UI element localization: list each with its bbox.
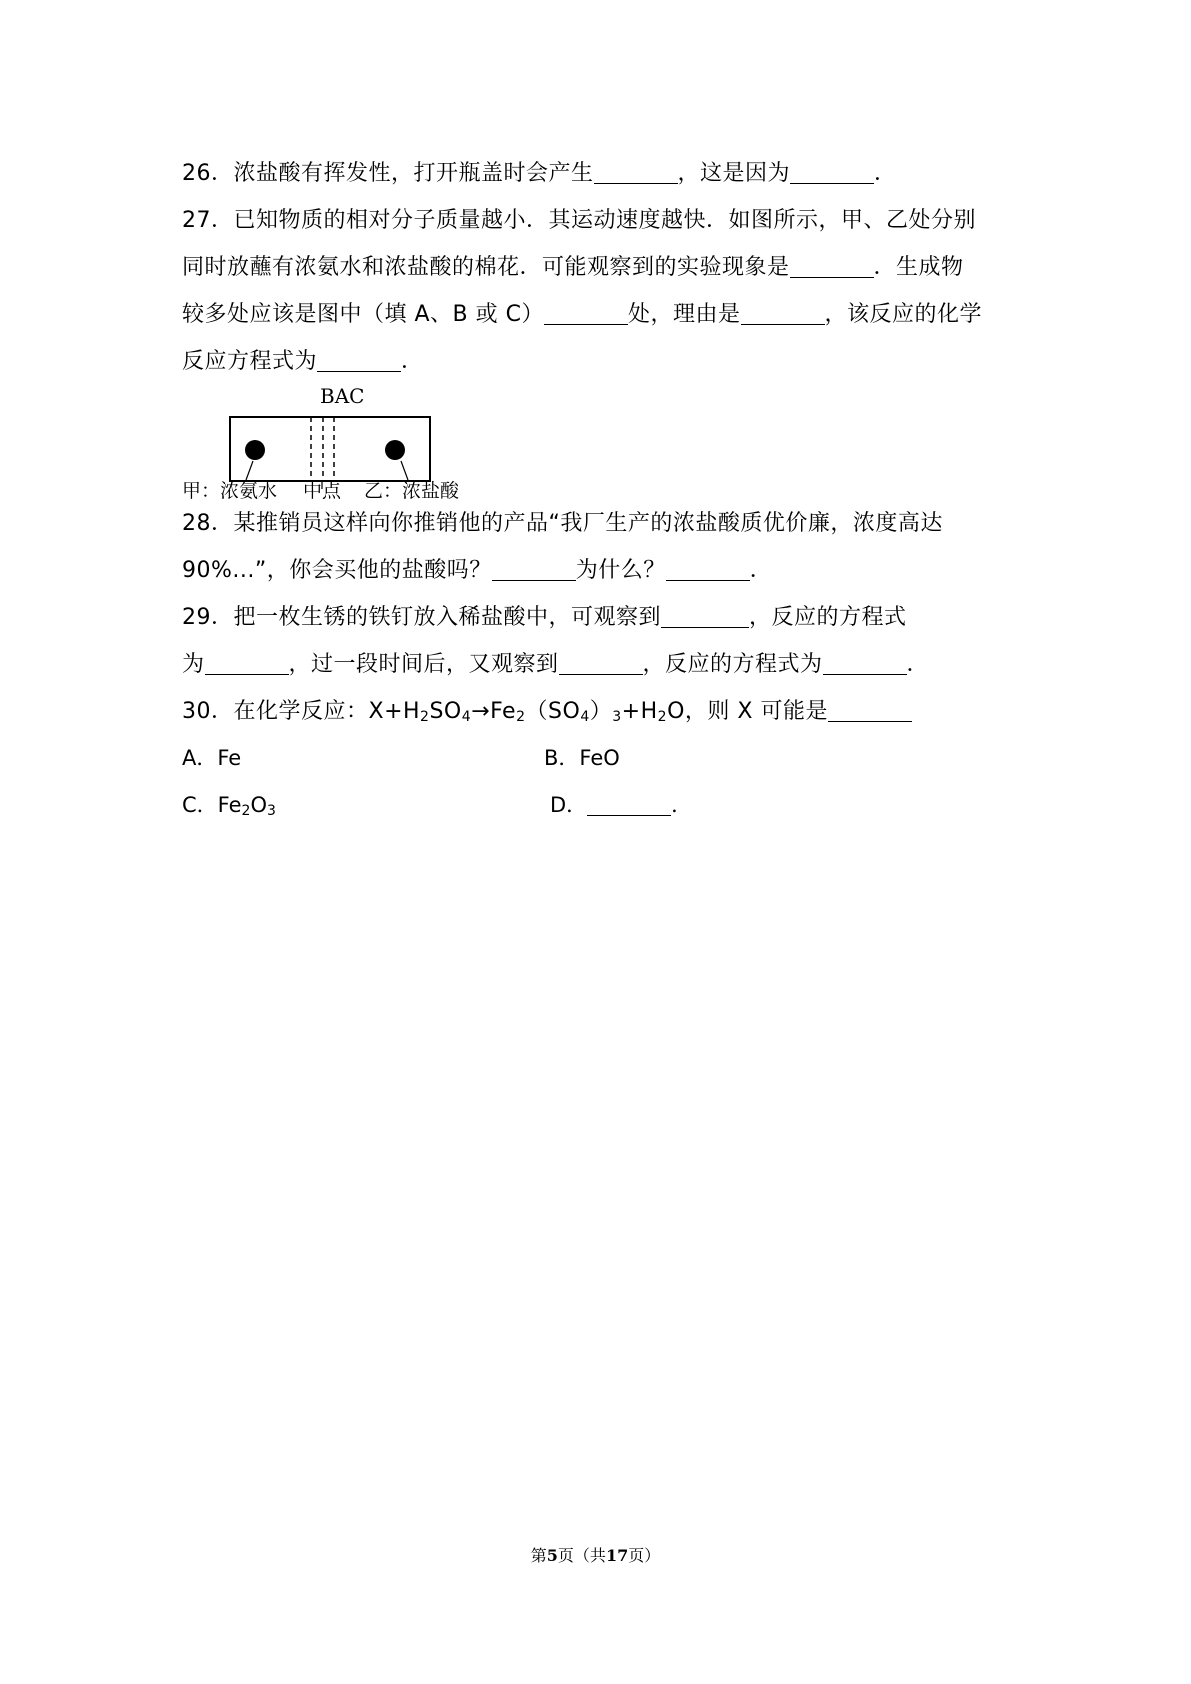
q27-text: ．生成物 [873,255,964,280]
page-total: 17 [605,1546,629,1565]
question-28-line-2 [182,547,1012,594]
q27-text: 同时放蘸有浓氨水和浓盐酸的棉花．可能观察到的实验现象是 [182,255,790,280]
answer-options [182,735,1012,835]
question-27-line-4 [182,338,1012,385]
q29-text: 29．把一枚生锈的铁钉放入稀盐酸中，可观察到 [182,605,661,630]
pointer-line-left [246,461,253,480]
q28-text: 90%...”，你会买他的盐酸吗？ [182,558,492,583]
footer-text: 页（共 [557,1546,606,1565]
answer-blank[interactable] [587,789,671,816]
q30-text: SO [429,699,462,724]
q30-text: 30．在化学反应：X+H [182,699,421,724]
answer-blank[interactable] [661,601,749,628]
answer-blank[interactable] [317,345,401,372]
q27-text: ． [401,349,424,374]
answer-blank[interactable] [790,157,874,184]
subscript: 2 [516,709,526,725]
q27-text: 27．已知物质的相对分子质量越小．其运动速度越快．如图所示，甲、乙处分别 [182,208,976,233]
answer-blank[interactable] [205,648,289,675]
document-page [182,150,1012,835]
cotton-ball-ammonia [245,440,265,460]
q28-text: ． [749,558,773,583]
option-a[interactable] [182,735,241,782]
q29-text: ，反应的方程式 [749,605,907,630]
q26-text: ，这是因为 [677,161,791,186]
answer-blank[interactable] [828,695,912,722]
question-26 [182,150,1012,197]
answer-blank[interactable] [741,298,825,325]
subscript: 3 [612,709,622,725]
option-a-label: A．Fe [182,746,242,770]
subscript: 2 [420,709,430,725]
option-d[interactable] [550,782,692,829]
question-28-line-1 [182,500,1012,547]
option-c-label: C．Fe [182,793,242,817]
experiment-diagram [182,385,502,500]
footer-text: 第 [530,1546,547,1565]
question-27-line-3 [182,291,1012,338]
diagram-label-ammonia: 甲：浓氨水 [182,480,278,500]
option-b[interactable] [544,735,620,782]
q27-text: 反应方程式为 [182,349,318,374]
subscript: 4 [580,709,590,725]
subscript: 4 [461,709,472,725]
question-27-line-2 [182,244,1012,291]
cotton-ball-hcl [385,440,405,460]
q30-text: O，则 X 可能是 [667,699,828,724]
q27-text: ，该反应的化学 [824,302,983,327]
q29-text: 为 [182,652,205,677]
tube-diagram-svg [182,385,502,500]
diagram-label-hcl: 乙：浓盐酸 [364,480,460,500]
option-c-label: O [250,793,267,817]
q27-text: 较多处应该是图中（填 A、B 或 C） [182,302,544,327]
subscript: 2 [241,803,251,819]
question-29-line-1 [182,594,1012,641]
question-29-line-2 [182,641,1012,688]
answer-blank[interactable] [544,298,628,325]
q26-text: 26．浓盐酸有挥发性，打开瓶盖时会产生 [182,161,594,186]
q29-text: ． [906,652,930,677]
question-27-line-1 [182,197,1012,244]
answer-blank[interactable] [594,157,678,184]
pointer-line-right [401,461,408,480]
option-c[interactable] [182,782,276,829]
option-d-label: D． [550,793,588,817]
page-number: 5 [546,1546,558,1565]
option-d-end: ． [671,793,693,817]
option-b-label: B．FeO [544,746,620,770]
q27-text: 处，理由是 [627,302,741,327]
answer-blank[interactable] [492,554,576,581]
diagram-label-midpoint: 中点 [303,480,342,500]
q30-text: ） [589,699,613,724]
answer-blank[interactable] [823,648,907,675]
footer-text: 页） [628,1546,661,1565]
q30-text: +H [621,699,658,724]
q29-text: ，过一段时间后，又观察到 [288,652,559,677]
question-30 [182,688,1012,735]
answer-blank[interactable] [790,251,874,278]
answer-blank[interactable] [559,648,643,675]
page-footer [0,1543,1191,1566]
q29-text: ，反应的方程式为 [642,652,823,677]
q28-text: 28．某推销员这样向你推销他的产品“我厂生产的浓盐酸质优价廉，浓度高达 [182,511,943,536]
subscript: 2 [657,709,668,725]
diagram-top-label: BAC [320,385,365,408]
subscript: 3 [266,803,276,819]
q30-text: →Fe [471,699,517,724]
q26-end: ． [874,161,897,186]
q30-text: （SO [525,699,581,724]
q28-text: 为什么？ [575,558,666,583]
answer-blank[interactable] [666,554,750,581]
